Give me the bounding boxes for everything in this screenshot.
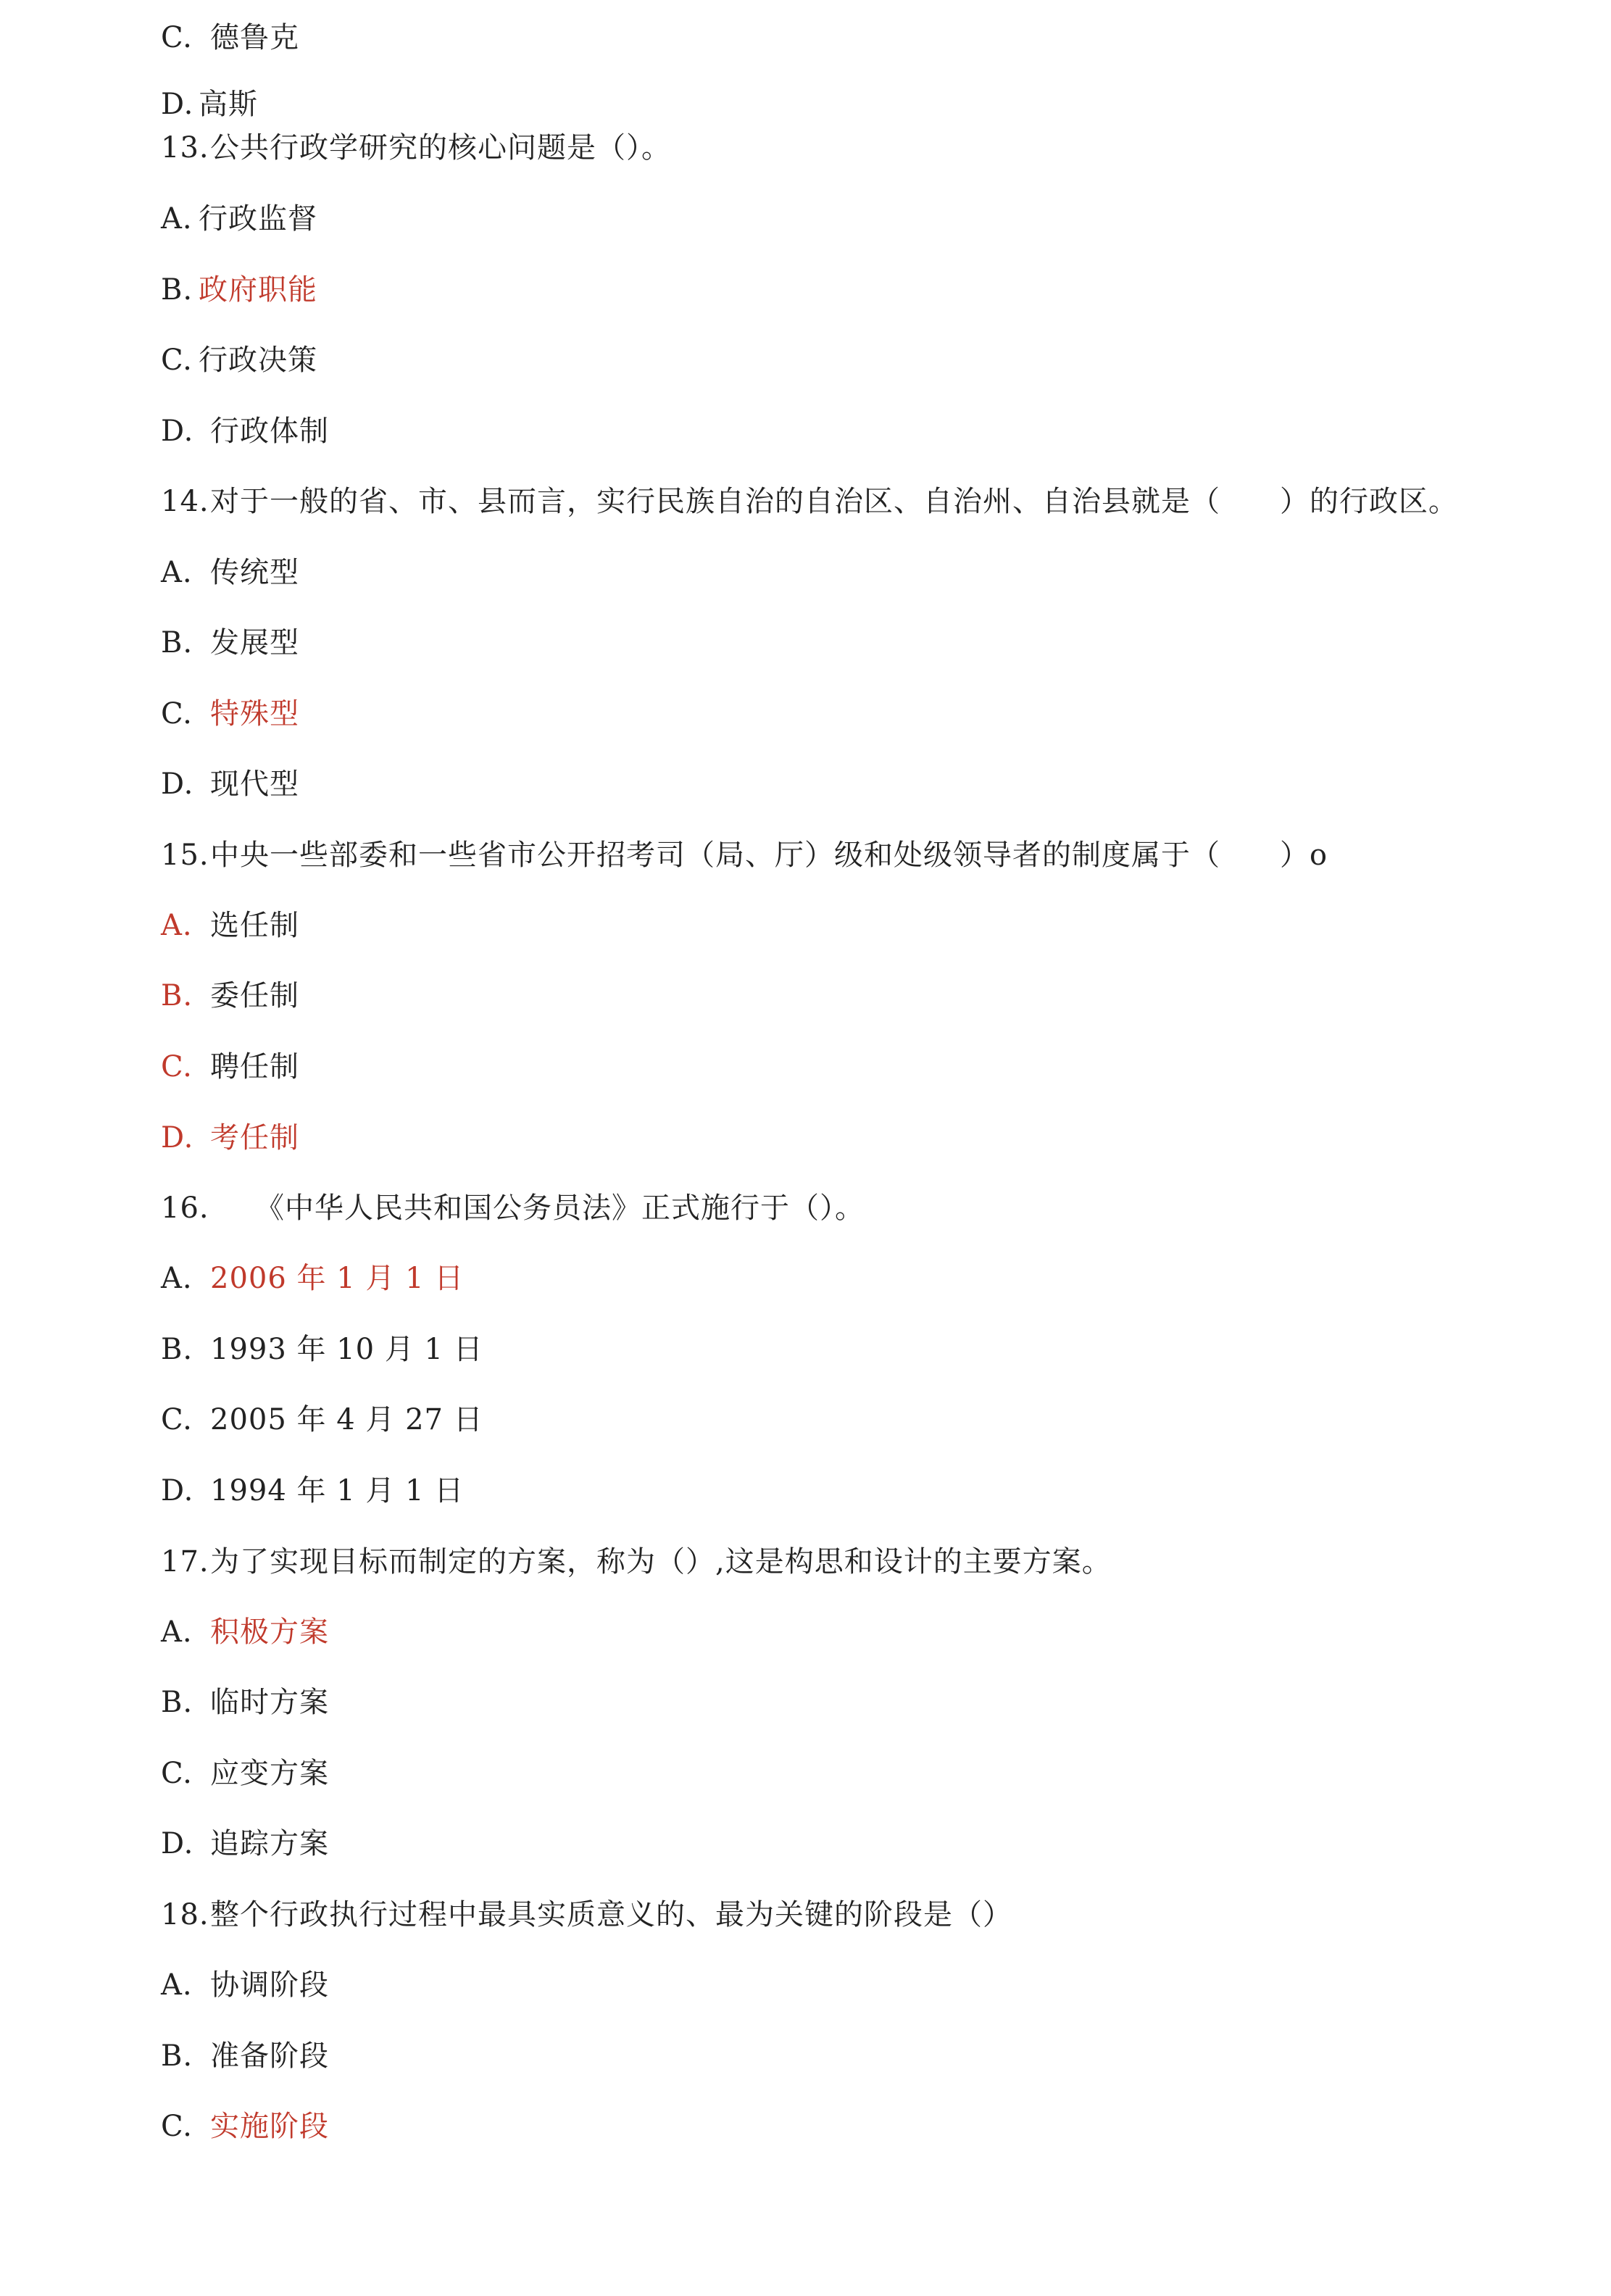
option-label: D. [161, 1121, 194, 1155]
option-text: 实施阶段 [210, 2110, 329, 2143]
option-line [161, 2034, 329, 2078]
option-label: A. [161, 1262, 193, 1295]
question-line [161, 1540, 1112, 1584]
option-line [161, 197, 317, 241]
question-text: 《中华人民共和国公务员法》正式施行于（）。 [255, 1191, 865, 1225]
option-text: 传统型 [210, 556, 299, 589]
option-line [161, 1822, 329, 1865]
option-label: D. [161, 88, 194, 121]
option-text: 2005 年 4 月 27 日 [210, 1403, 483, 1436]
option-text: 委任制 [210, 979, 299, 1012]
question-line [161, 126, 671, 170]
option-text: 1994 年 1 月 1 日 [210, 1474, 465, 1507]
option-line [161, 762, 299, 806]
option-text: 行政决策 [199, 344, 317, 377]
option-label: B. [161, 626, 193, 660]
question-line [161, 1893, 1012, 1937]
question-text: 中央一些部委和一些省市公开招考司（局、厅）级和处级领导者的制度属于（ ）o [210, 839, 1328, 872]
option-label: D. [161, 1827, 194, 1860]
question-text: 公共行政学研究的核心问题是（）。 [210, 131, 671, 165]
option-line [161, 338, 317, 382]
option-line [161, 268, 317, 312]
question-number: 18. [161, 1898, 209, 1931]
option-line [161, 16, 299, 59]
option-label: B. [161, 2039, 193, 2073]
option-line [161, 1610, 329, 1654]
option-text: 高斯 [199, 88, 258, 121]
option-label: A. [161, 556, 193, 589]
option-text: 临时方案 [210, 1686, 329, 1719]
option-label: A. [161, 202, 193, 236]
option-line [161, 83, 258, 126]
option-label: B. [161, 273, 193, 307]
option-text: 2006 年 1 月 1 日 [210, 1262, 465, 1295]
option-line [161, 1257, 464, 1300]
option-label: C. [161, 344, 193, 377]
option-text: 1993 年 10 月 1 日 [210, 1333, 483, 1366]
question-text: 对于一般的省、市、县而言，实行民族自治的自治区、自治州、自治县就是（ ）的行政区。 [210, 485, 1458, 518]
option-text: 德鲁克 [210, 21, 299, 54]
option-text: 协调阶段 [210, 1968, 329, 2002]
option-text: 应变方案 [210, 1757, 329, 1790]
option-text: 现代型 [210, 768, 299, 801]
option-line [161, 692, 299, 736]
question-line [161, 833, 1328, 877]
option-text: 选任制 [210, 909, 299, 942]
option-text: 发展型 [210, 626, 299, 660]
option-line [161, 1116, 299, 1160]
option-line [161, 1681, 329, 1724]
question-number: 14. [161, 485, 209, 518]
option-label: C. [161, 2110, 193, 2143]
option-line [161, 1469, 464, 1513]
option-label: D. [161, 1474, 194, 1507]
option-text: 特殊型 [210, 697, 299, 731]
option-label: B. [161, 1686, 193, 1719]
option-line [161, 1045, 299, 1089]
option-label: A. [161, 909, 193, 942]
option-line [161, 2105, 329, 2148]
option-label: C. [161, 1757, 193, 1790]
question-text: 整个行政执行过程中最具实质意义的、最为关键的阶段是（） [210, 1898, 1012, 1931]
question-number: 17. [161, 1545, 209, 1578]
option-label: C. [161, 1403, 193, 1436]
question-number: 13. [161, 131, 209, 165]
option-label: A. [161, 1615, 193, 1649]
option-line [161, 551, 299, 594]
option-label: C. [161, 1050, 193, 1083]
question-text: 为了实现目标而制定的方案，称为（）,这是构思和设计的主要方案。 [210, 1545, 1112, 1578]
option-line [161, 974, 299, 1018]
option-text: 行政体制 [210, 415, 329, 448]
question-number: 15. [161, 839, 209, 872]
option-line [161, 1752, 329, 1795]
option-label: A. [161, 1968, 193, 2002]
option-label: D. [161, 768, 194, 801]
option-label: B. [161, 1333, 193, 1366]
option-text: 追踪方案 [210, 1827, 329, 1860]
option-label: B. [161, 979, 193, 1012]
question-line [161, 1186, 865, 1230]
option-line [161, 1398, 483, 1442]
option-line [161, 904, 299, 947]
option-text: 准备阶段 [210, 2039, 329, 2073]
option-label: C. [161, 21, 193, 54]
option-text: 行政监督 [199, 202, 317, 236]
option-line [161, 1963, 329, 2007]
option-label: D. [161, 415, 194, 448]
question-line [161, 480, 1458, 523]
option-text: 积极方案 [210, 1615, 329, 1649]
option-line [161, 409, 329, 453]
option-line [161, 1328, 483, 1371]
question-number: 16. [161, 1191, 209, 1225]
option-text: 考任制 [210, 1121, 299, 1155]
option-label: C. [161, 697, 193, 731]
option-text: 政府职能 [199, 273, 317, 307]
option-line [161, 621, 299, 665]
option-text: 聘任制 [210, 1050, 299, 1083]
